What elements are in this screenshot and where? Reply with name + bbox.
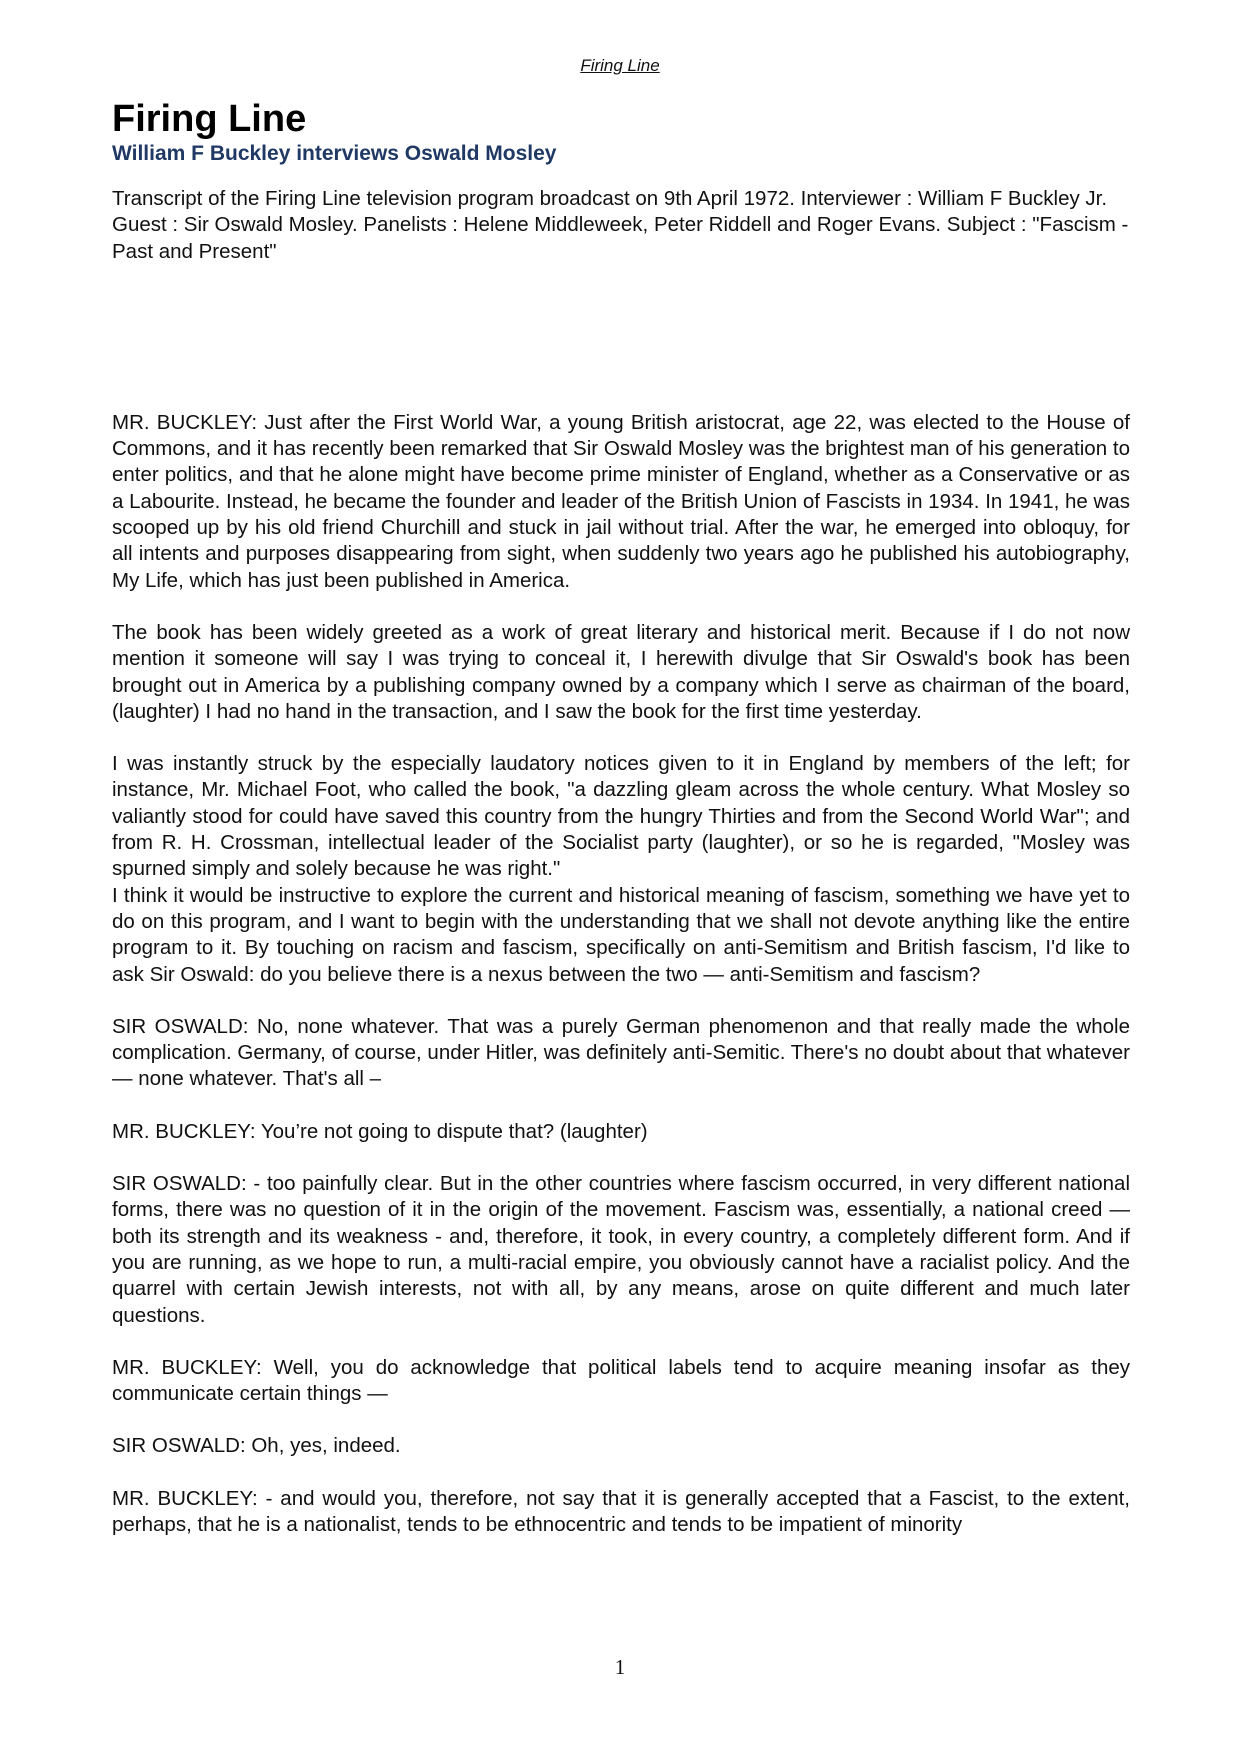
running-header: Firing Line (580, 56, 660, 75)
document-subtitle: William F Buckley interviews Oswald Mosley (112, 142, 557, 165)
document-body (112, 97, 1130, 1538)
transcript-paragraph: MR. BUCKLEY: Well, you do acknowledge that political labels tend to acquire meaning insofar as they communicate certain things — (112, 1355, 1130, 1406)
transcript-paragraph: SIR OSWALD: No, none whatever. That was a purely German phenomenon and that really made the whole complication. Germany, of course, under Hitler, was definitely anti-Semitic. There's no doubt about that whatever — none whatever. That's all – (112, 1014, 1130, 1091)
transcript-paragraph: The book has been widely greeted as a work of great literary and historical merit. Because if I do not now mention it someone will say I was trying to conceal it, I herewith divulge that Sir Oswald's book has been brought out in America by a publishing company owned by a company which I serve as chairman of the board, (laughter) I had no hand in the transaction, and I saw the book for the first time yesterday. (112, 620, 1130, 723)
transcript-paragraph: MR. BUCKLEY: Just after the First World War, a young British aristocrat, age 22, was elected to the House of Commons, and it has recently been remarked that Sir Oswald Mosley was the brightest man of his generation to enter politics, and that he alone might have become prime minister of England, whether as a Conservative or as a Labourite. Instead, he became the founder and leader of the British Union of Fascists in 1934. In 1941, he was scooped up by his old friend Churchill and stuck in jail without trial. After the war, he emerged into obloquy, for all intents and purposes disappearing from sight, when suddenly two years ago he published his autobiography, My Life, which has just been published in America. (112, 410, 1130, 592)
transcript-paragraph: I think it would be instructive to explore the current and historical meaning of fascism, something we have yet to do on this program, and I want to begin with the understanding that we shall not devote anything like the entire program to it. By touching on racism and fascism, specifically on anti-Semitism and British fascism, I'd like to ask Sir Oswald: do you believe there is a nexus between the two — anti-Semitism and fascism? (112, 883, 1130, 986)
transcript-paragraph: I was instantly struck by the especially laudatory notices given to it in England by members of the left; for instance, Mr. Michael Foot, who called the book, "a dazzling gleam across the whole century. What Mosley so valiantly stood for could have saved this country from the hungry Thirties and from the Second World War"; and from R. H. Crossman, intellectual leader of the Socialist party (laughter), or so he is regarded, "Mosley was spurned simply and solely because he was right." (112, 752, 1130, 881)
transcript-paragraph: SIR OSWALD: Oh, yes, indeed. (112, 1434, 401, 1458)
transcript-paragraph: MR. BUCKLEY: You’re not going to dispute that? (laughter) (112, 1119, 648, 1143)
transcript (112, 410, 1130, 1538)
transcript-paragraph: MR. BUCKLEY: - and would you, therefore, not say that it is generally accepted that a Fascist, to the extent, perhaps, that he is a nationalist, tends to be ethnocentric and tends to be impatient of minority (112, 1486, 1130, 1536)
document-title: Firing Line (112, 98, 307, 140)
intro-paragraph: Transcript of the Firing Line television program broadcast on 9th April 1972. Interviewer : William F Buckley Jr. Guest : Sir Oswald Mosley. Panelists : Helene Middleweek, Peter Riddell and Roger Evans. Subject : "Fascism - Past and Present" (112, 187, 1129, 263)
transcript-paragraph: SIR OSWALD: - too painfully clear. But in the other countries where fascism occurred, in very different national forms, there was no question of it in the origin of the movement. Fascism was, essentially, a national creed — both its strength and its weakness - and, therefore, it took, in every country, a completely different form. And if you are running, as we hope to run, a multi-racial empire, you obviously cannot have a racialist policy. And the quarrel with certain Jewish interests, not with all, by any means, arose on quite different and much later questions. (112, 1172, 1130, 1327)
page-number: 1 (614, 1655, 626, 1679)
